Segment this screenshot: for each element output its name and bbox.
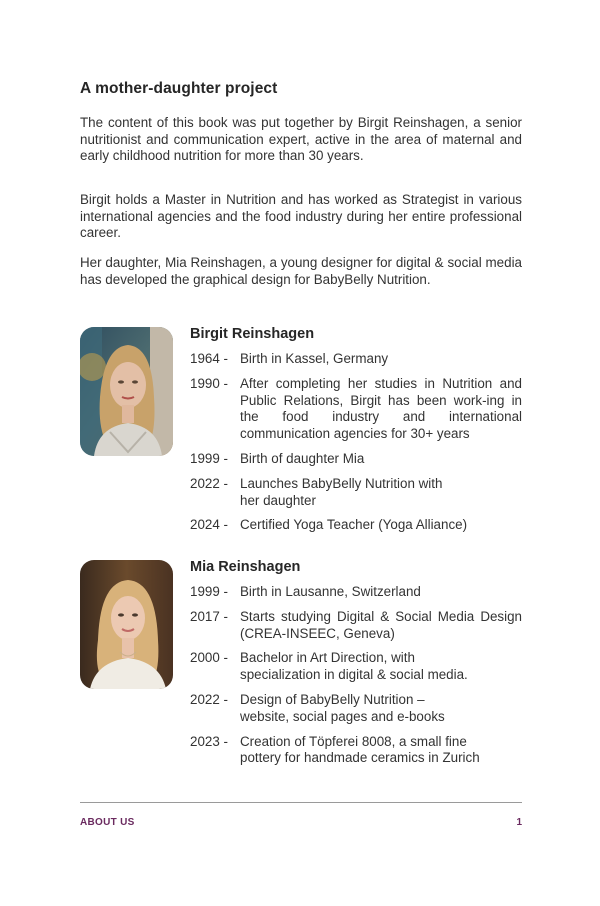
- intro-paragraph-3: Her daughter, Mia Reinshagen, a young designer for digital & social media has developed the graphical design for BabyBelly Nutrition.: [80, 255, 522, 287]
- timeline-text: Bachelor in Art Direction, with specialization in digital & social media.: [240, 650, 468, 683]
- person-name: Birgit Reinshagen: [190, 326, 315, 342]
- timeline-year: 1999 -: [190, 450, 228, 466]
- timeline-row: [190, 517, 522, 534]
- timeline-text: Birth in Lausanne, Switzerland: [240, 584, 421, 599]
- timeline-row: [190, 351, 522, 368]
- timeline-year: 2000 -: [190, 650, 228, 666]
- timeline-text: Starts studying Digital & Social Media Design (CREA-INSEEC, Geneva): [240, 608, 522, 641]
- timeline-text: Certified Yoga Teacher (Yoga Alliance): [240, 517, 468, 533]
- timeline-year: 1964 -: [190, 351, 228, 366]
- footer-divider: [80, 802, 522, 803]
- intro-paragraph-1: The content of this book was put together by Birgit Reinshagen, a senior nutritionist and communication expert, active in the area of maternal and early childhood nutrition for more than 30 years.: [80, 115, 522, 163]
- page-heading: A mother-daughter project: [80, 80, 278, 97]
- person-name: Mia Reinshagen: [190, 559, 301, 575]
- timeline-row: [190, 609, 522, 643]
- timeline-row: [190, 650, 522, 684]
- timeline-text: Birth in Kassel, Germany: [240, 351, 389, 366]
- portrait-photo-mia: [80, 560, 173, 689]
- footer-section-label: ABOUT US: [80, 817, 135, 828]
- page-number: 1: [516, 817, 522, 828]
- timeline-year: 2022 -: [190, 691, 228, 707]
- timeline-text: Launches BabyBelly Nutrition with her daughter: [240, 475, 443, 508]
- timeline-row: [190, 584, 522, 601]
- timeline-row: [190, 692, 522, 726]
- timeline-text: After completing her studies in Nutrition and Public Relations, Birgit has been work-ing in the food industry and international communication agencies for 30+ years: [240, 375, 522, 442]
- timeline-year: 2024 -: [190, 517, 228, 533]
- bio-mia: [190, 559, 522, 775]
- timeline-row: [190, 476, 522, 510]
- timeline-text: Design of BabyBelly Nutrition – website, social pages and e-books: [240, 691, 445, 724]
- timeline-year: 2017 -: [190, 608, 228, 624]
- timeline-text: Birth of daughter Mia: [240, 450, 365, 466]
- timeline-year: 2022 -: [190, 475, 228, 491]
- timeline-row: [190, 734, 522, 768]
- timeline-row: [190, 376, 522, 443]
- timeline-row: [190, 451, 522, 468]
- timeline-year: 2023 -: [190, 733, 228, 749]
- intro-paragraph-2: Birgit holds a Master in Nutrition and has worked as Strategist in various international agencies and the food industry during her entire professional career.: [80, 192, 522, 240]
- timeline-year: 1999 -: [190, 584, 228, 599]
- bio-birgit: [190, 326, 522, 542]
- timeline-year: 1990 -: [190, 375, 228, 391]
- timeline-text: Creation of Töpferei 8008, a small fine pottery for handmade ceramics in Zurich: [240, 733, 480, 766]
- portrait-photo-birgit: [80, 327, 173, 456]
